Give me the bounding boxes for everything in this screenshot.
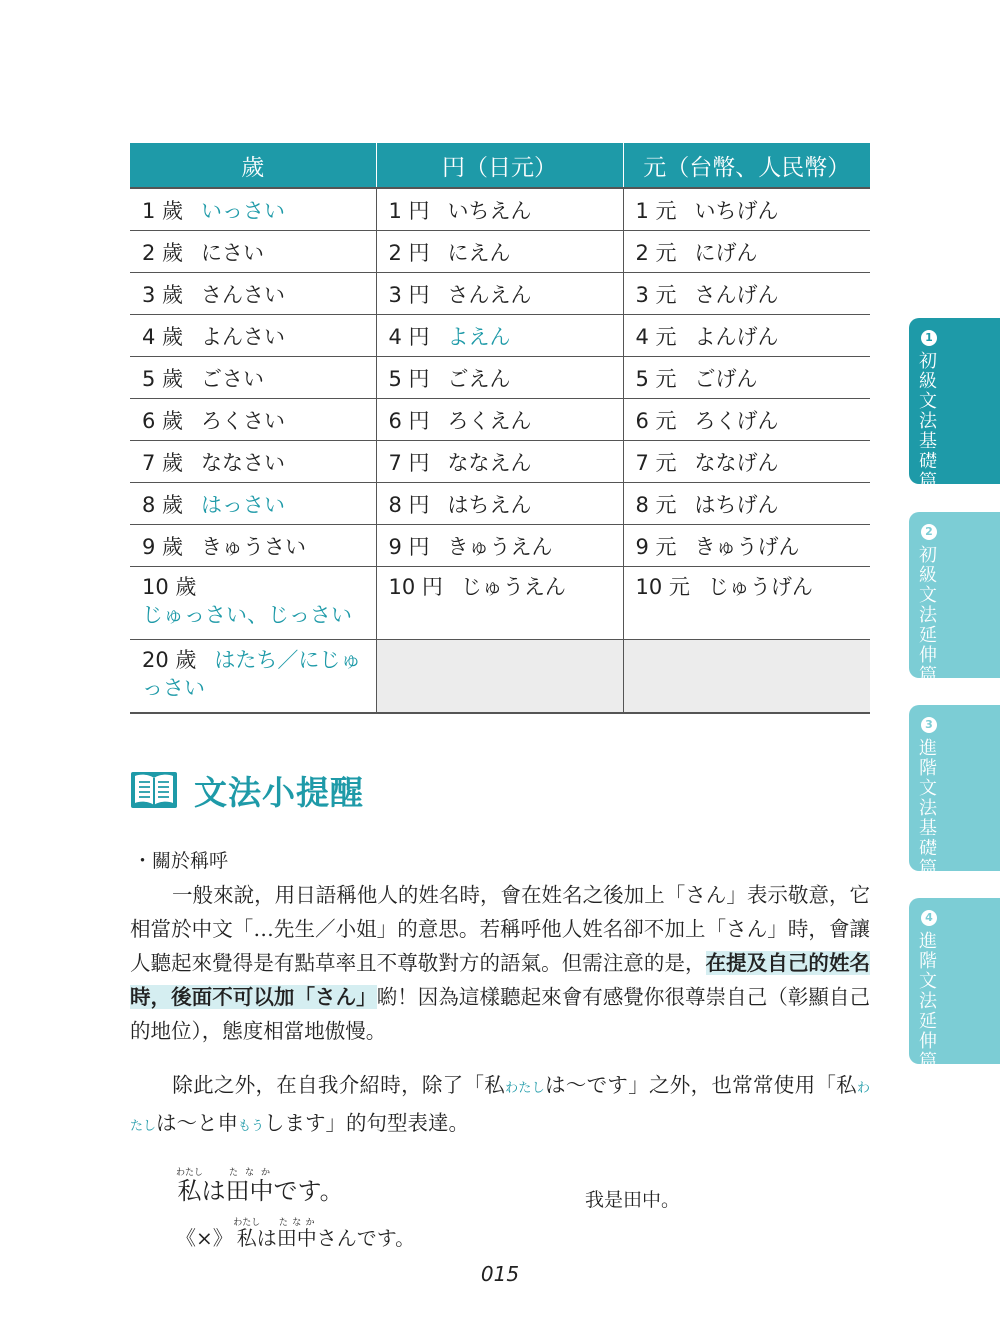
cell-number: 2 円 xyxy=(388,240,430,265)
table-cell-yuan xyxy=(623,273,870,315)
page-number: 015 xyxy=(480,1262,520,1286)
chapter-tab-1[interactable] xyxy=(909,318,1000,492)
cell-reading: ごさい xyxy=(201,366,265,391)
cell-reading: いちえん xyxy=(447,198,532,223)
table-row xyxy=(130,399,870,441)
column-header-yen: 円（日元） xyxy=(376,143,623,188)
cell-reading: にげん xyxy=(694,240,758,265)
cell-number: 3 円 xyxy=(388,282,430,307)
cell-number: 7 元 xyxy=(635,450,677,475)
chapter-tab-4[interactable] xyxy=(909,898,1000,1072)
paragraph-text: は～と申 xyxy=(156,1111,239,1135)
paragraph-text: します」的句型表達。 xyxy=(264,1111,470,1135)
table-cell-yen xyxy=(376,188,623,231)
furigana: わたし xyxy=(176,1168,204,1178)
incorrect-mark: 《×》 xyxy=(176,1226,233,1250)
cell-number: 8 歲 xyxy=(142,492,184,517)
table-cell-yuan xyxy=(623,567,870,640)
example-sentence-incorrect xyxy=(176,1218,415,1251)
chapter-tab-label: 初級文法基礎篇 xyxy=(919,351,937,492)
table-row xyxy=(130,188,870,231)
cell-number: 1 円 xyxy=(388,198,430,223)
chapter-tab-2[interactable] xyxy=(909,512,1000,686)
table-row xyxy=(130,231,870,273)
chapter-number-badge: 2 xyxy=(921,524,937,540)
cell-reading: ごげん xyxy=(694,366,758,391)
kanji: 田中 xyxy=(276,1226,317,1250)
cell-reading: はたち／にじゅっさい xyxy=(142,648,362,700)
paragraph-text: 除此之外，在自我介紹時，除了「私 xyxy=(172,1073,506,1097)
cell-reading: よえん xyxy=(447,324,511,349)
kanji: 田中 xyxy=(225,1177,274,1205)
bullet-heading: ・關於稱呼 xyxy=(133,850,229,872)
table-header-row xyxy=(130,143,870,188)
table-cell-age xyxy=(130,399,376,441)
cell-number: 8 元 xyxy=(635,492,677,517)
cell-reading: はっさい xyxy=(201,492,286,517)
cell-reading: じゅうえん xyxy=(460,575,566,599)
table-cell-yen xyxy=(376,357,623,399)
chapter-tab-label: 進階文法基礎篇 xyxy=(919,738,937,879)
cell-number: 9 元 xyxy=(635,534,677,559)
column-header-yuan: 元（台幣、人民幣） xyxy=(623,143,870,188)
cell-number: 5 歲 xyxy=(142,366,184,391)
cell-reading: はちえん xyxy=(447,492,532,517)
table-cell-empty xyxy=(623,640,870,714)
example-translation: 我是田中。 xyxy=(585,1189,681,1211)
cell-reading: いちげん xyxy=(694,198,779,223)
cell-number: 6 歲 xyxy=(142,408,184,433)
chapter-tab-label: 進階文法延伸篇 xyxy=(919,931,937,1072)
cell-reading: ななさい xyxy=(201,450,286,475)
chapter-number-badge: 1 xyxy=(921,330,937,346)
table-row xyxy=(130,273,870,315)
section-heading xyxy=(130,765,364,815)
cell-number: 3 歲 xyxy=(142,282,184,307)
cell-number: 6 円 xyxy=(388,408,430,433)
cell-reading: きゅうげん xyxy=(694,534,800,559)
table-cell-age xyxy=(130,567,376,640)
table-cell-age xyxy=(130,483,376,525)
paragraph-self-intro xyxy=(130,1068,870,1144)
table-cell-age xyxy=(130,357,376,399)
cell-reading: さんさい xyxy=(201,282,286,307)
cell-number: 7 歲 xyxy=(142,450,184,475)
table-cell-yuan xyxy=(623,399,870,441)
furigana: たなか xyxy=(225,1168,274,1178)
cell-reading: はちげん xyxy=(694,492,779,517)
furigana: もう xyxy=(238,1119,265,1134)
table-cell-yuan xyxy=(623,483,870,525)
cell-number: 9 歲 xyxy=(142,534,184,559)
table-cell-age xyxy=(130,273,376,315)
table-row xyxy=(130,357,870,399)
cell-reading: じゅっさい、じっさい xyxy=(142,603,352,627)
column-header-age: 歲 xyxy=(130,143,376,188)
table-cell-age xyxy=(130,188,376,231)
cell-number: 5 元 xyxy=(635,366,677,391)
cell-number: 2 歲 xyxy=(142,240,184,265)
furigana: わたし xyxy=(130,1081,871,1134)
highlighted-text: 在提及自己的姓名時，後面不可以加「さん」 xyxy=(130,951,871,1009)
cell-number: 2 元 xyxy=(635,240,677,265)
ruby-word xyxy=(225,1168,274,1205)
furigana: たなか xyxy=(276,1218,317,1228)
cell-number: 3 元 xyxy=(635,282,677,307)
table-cell-age xyxy=(130,441,376,483)
cell-reading: きゅうえん xyxy=(447,534,553,559)
paragraph-text: 一般來說，用日語稱他人的姓名時，會在姓名之後加上「さん」表示敬意，它相當於中文「…先生／小姐」的意思。若稱呼他人姓名卻不加上「さん」時，會讓人聽起來覺得是有點草率且不尊敬對方的語氣。但需注意的是， xyxy=(130,883,870,975)
table-cell-yen xyxy=(376,273,623,315)
furigana: わたし xyxy=(505,1081,545,1096)
table-cell-yuan xyxy=(623,357,870,399)
kanji: 私 xyxy=(233,1226,261,1250)
table-cell-yuan xyxy=(623,188,870,231)
table-row xyxy=(130,483,870,525)
table-cell-yen xyxy=(376,315,623,357)
table-row xyxy=(130,315,870,357)
cell-reading: さんえん xyxy=(447,282,532,307)
table-cell-yen xyxy=(376,567,623,640)
sentence-end: です。 xyxy=(273,1177,344,1205)
cell-number: 6 元 xyxy=(635,408,677,433)
table-cell-yen xyxy=(376,483,623,525)
cell-number: 1 歲 xyxy=(142,198,184,223)
cell-reading: よんげん xyxy=(694,324,779,349)
cell-number: 20 歲 xyxy=(142,648,197,672)
table-body xyxy=(130,188,870,713)
table-cell-age xyxy=(130,315,376,357)
table-row xyxy=(130,441,870,483)
ruby-word xyxy=(276,1218,317,1250)
paragraph-honorifics xyxy=(130,878,870,1048)
cell-number: 1 元 xyxy=(635,198,677,223)
table-cell-yuan xyxy=(623,315,870,357)
table-cell-age xyxy=(130,640,376,714)
section-title: 文法小提醒 xyxy=(194,772,364,812)
cell-reading: ごえん xyxy=(447,366,511,391)
cell-number: 9 円 xyxy=(388,534,430,559)
particle: は xyxy=(256,1226,277,1250)
cell-reading: いっさい xyxy=(201,198,286,223)
chapter-number-badge: 3 xyxy=(921,717,937,733)
furigana: わたし xyxy=(233,1218,261,1228)
cell-reading: じゅうげん xyxy=(707,575,813,599)
cell-number: 8 円 xyxy=(388,492,430,517)
cell-number: 4 円 xyxy=(388,324,430,349)
table-row xyxy=(130,567,870,640)
particle: は xyxy=(201,1177,226,1205)
cell-number: 4 歲 xyxy=(142,324,184,349)
table-cell-empty xyxy=(376,640,623,714)
ruby-word xyxy=(233,1218,261,1250)
sentence-end: さんです。 xyxy=(316,1226,416,1250)
cell-reading: にえん xyxy=(447,240,511,265)
chapter-number-badge: 4 xyxy=(921,910,937,926)
table-cell-yen xyxy=(376,441,623,483)
table-cell-yen xyxy=(376,399,623,441)
cell-reading: ななえん xyxy=(447,450,532,475)
table-row xyxy=(130,525,870,567)
cell-number: 4 元 xyxy=(635,324,677,349)
cell-reading: にさい xyxy=(201,240,265,265)
table-cell-yuan xyxy=(623,231,870,273)
cell-reading: きゅうさい xyxy=(201,534,307,559)
paragraph-text: は～です」之外，也常常使用「私 xyxy=(545,1073,857,1097)
chapter-tab-label: 初級文法延伸篇 xyxy=(919,545,937,686)
paragraph-text: 喲！因為這樣聽起來會有感覺你很尊崇自己（彰顯自己的地位），態度相當地傲慢。 xyxy=(130,985,871,1043)
cell-reading: よんさい xyxy=(201,324,286,349)
cell-reading: さんげん xyxy=(694,282,779,307)
table-cell-yen xyxy=(376,231,623,273)
chapter-tab-3[interactable] xyxy=(909,705,1000,879)
table-cell-yuan xyxy=(623,525,870,567)
table-cell-yuan xyxy=(623,441,870,483)
table-cell-yen xyxy=(376,525,623,567)
cell-number: 10 円 xyxy=(388,575,443,599)
cell-reading: ななげん xyxy=(694,450,779,475)
kanji: 私 xyxy=(176,1177,203,1205)
example-sentence-correct xyxy=(176,1168,344,1206)
table-row xyxy=(130,640,870,714)
cell-number: 10 歲 xyxy=(142,575,197,599)
cell-number: 10 元 xyxy=(635,575,690,599)
number-reading-table xyxy=(130,143,870,714)
table-cell-age xyxy=(130,525,376,567)
ruby-word xyxy=(176,1168,204,1205)
cell-reading: ろくえん xyxy=(447,408,532,433)
table-cell-age xyxy=(130,231,376,273)
cell-number: 7 円 xyxy=(388,450,430,475)
cell-reading: ろくげん xyxy=(694,408,779,433)
cell-reading: ろくさい xyxy=(201,408,286,433)
cell-number: 5 円 xyxy=(388,366,430,391)
open-book-icon xyxy=(130,769,178,811)
